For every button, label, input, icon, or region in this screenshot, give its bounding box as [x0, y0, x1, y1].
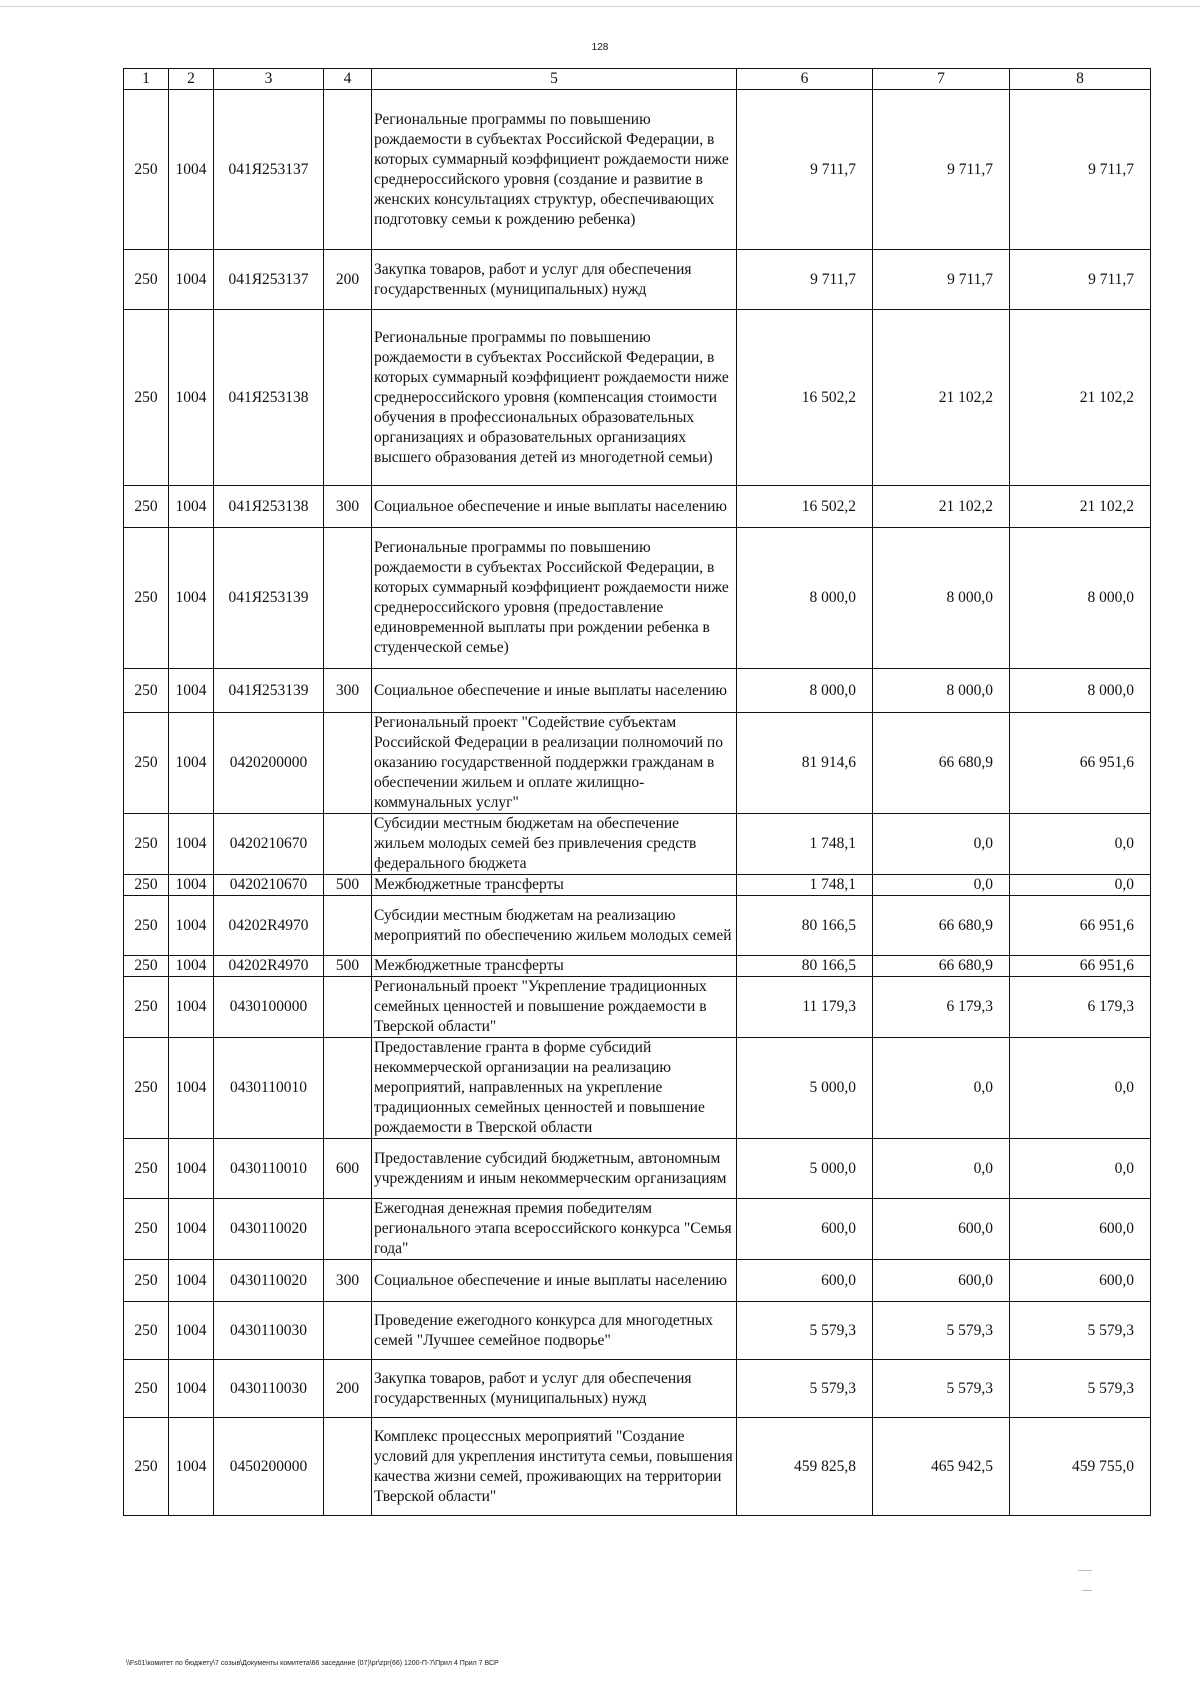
- table-cell: 0,0: [873, 1139, 1010, 1199]
- table-cell: 250: [124, 1418, 169, 1516]
- table-cell: 1004: [169, 1038, 214, 1139]
- table-cell: 600,0: [873, 1260, 1010, 1302]
- table-cell: 04202R4970: [214, 956, 324, 977]
- table-row: [124, 528, 1151, 669]
- column-header: 8: [1010, 69, 1151, 90]
- table-cell: 1004: [169, 1360, 214, 1418]
- table-row: [124, 1418, 1151, 1516]
- table-cell: Субсидии местным бюджетам на реализацию мероприятий по обеспечению жильем молодых семей: [372, 896, 737, 956]
- table-cell: 200: [324, 1360, 372, 1418]
- column-header: 7: [873, 69, 1010, 90]
- table-row: [124, 669, 1151, 713]
- table-cell: 250: [124, 669, 169, 713]
- table-cell: 0420210670: [214, 875, 324, 896]
- table-cell: 66 951,6: [1010, 956, 1151, 977]
- table-cell: 0,0: [1010, 1038, 1151, 1139]
- table-cell: 250: [124, 713, 169, 814]
- table-row: [124, 1038, 1151, 1139]
- table-cell: Социальное обеспечение и иные выплаты населению: [372, 486, 737, 528]
- table-cell: 500: [324, 956, 372, 977]
- footer-file-path: \\Fs01\комитет по бюджету\7 созыв\Документы комитета\66 заседание (07)\pr\zpr(66) 1200-П-7\Прил 4 Прил 7 ВСР: [126, 1660, 499, 1667]
- table-cell: 80 166,5: [737, 956, 873, 977]
- table-cell: 250: [124, 486, 169, 528]
- table-cell: 250: [124, 977, 169, 1038]
- table-cell: 041Я253139: [214, 528, 324, 669]
- column-header: 1: [124, 69, 169, 90]
- table-cell: 9 711,7: [873, 250, 1010, 310]
- budget-table: [123, 68, 1151, 1516]
- table-cell: 250: [124, 310, 169, 486]
- page-number: 128: [591, 42, 609, 53]
- column-header: 3: [214, 69, 324, 90]
- table-cell: 1004: [169, 528, 214, 669]
- table-cell: 0430110030: [214, 1302, 324, 1360]
- table-cell: 66 680,9: [873, 956, 1010, 977]
- table-cell: 66 951,6: [1010, 896, 1151, 956]
- table-cell: 04202R4970: [214, 896, 324, 956]
- table-cell: 6 179,3: [1010, 977, 1151, 1038]
- table-row: [124, 814, 1151, 875]
- table-row: [124, 250, 1151, 310]
- table-cell: 21 102,2: [873, 486, 1010, 528]
- table-cell: Региональные программы по повышению рождаемости в субъектах Российской Федерации, в которых суммарный коэффициент рождаемости ниже среднероссийского уровня (предоставление единовременной выплаты при рождении ребенка в студенческой семье): [372, 528, 737, 669]
- table-cell: 0430110020: [214, 1260, 324, 1302]
- table-cell: 66 680,9: [873, 896, 1010, 956]
- table-cell: 0420210670: [214, 814, 324, 875]
- table-cell: Закупка товаров, работ и услуг для обеспечения государственных (муниципальных) нужд: [372, 1360, 737, 1418]
- table-cell: 250: [124, 250, 169, 310]
- table-cell: 300: [324, 1260, 372, 1302]
- table-cell: 1004: [169, 977, 214, 1038]
- table-cell: 66 680,9: [873, 713, 1010, 814]
- table-cell: 1 748,1: [737, 875, 873, 896]
- table-header-row: [124, 69, 1151, 90]
- table-cell: 459 825,8: [737, 1418, 873, 1516]
- table-cell: 0450200000: [214, 1418, 324, 1516]
- table-cell: [324, 90, 372, 250]
- table-cell: 1004: [169, 1199, 214, 1260]
- table-cell: 8 000,0: [1010, 528, 1151, 669]
- table-cell: 8 000,0: [1010, 669, 1151, 713]
- table-cell: Предоставление субсидий бюджетным, автономным учреждениям и иным некоммерческим организациям: [372, 1139, 737, 1199]
- column-header: 2: [169, 69, 214, 90]
- table-cell: [324, 977, 372, 1038]
- table-cell: 5 000,0: [737, 1038, 873, 1139]
- table-cell: 250: [124, 956, 169, 977]
- table-cell: 1004: [169, 1418, 214, 1516]
- table-row: [124, 1199, 1151, 1260]
- table-cell: Ежегодная денежная премия победителям регионального этапа всероссийского конкурса "Семья года": [372, 1199, 737, 1260]
- table-cell: 1004: [169, 310, 214, 486]
- table-cell: Региональные программы по повышению рождаемости в субъектах Российской Федерации, в которых суммарный коэффициент рождаемости ниже среднероссийского уровня (компенсация стоимости обучения в профессиональных образовательных организациях и образовательных организациях высшего образования детей из многодетной семьи): [372, 310, 737, 486]
- table-cell: 9 711,7: [737, 90, 873, 250]
- table-cell: 1004: [169, 1260, 214, 1302]
- table-row: [124, 875, 1151, 896]
- table-cell: 0,0: [1010, 875, 1151, 896]
- table-body: [124, 69, 1151, 1516]
- table-cell: 250: [124, 1199, 169, 1260]
- table-cell: 0,0: [873, 814, 1010, 875]
- table-cell: 250: [124, 814, 169, 875]
- table-cell: 041Я253137: [214, 90, 324, 250]
- scan-speck: [1078, 1570, 1092, 1571]
- table-row: [124, 956, 1151, 977]
- table-cell: [324, 528, 372, 669]
- table-row: [124, 977, 1151, 1038]
- table-cell: 465 942,5: [873, 1418, 1010, 1516]
- table-cell: 5 579,3: [1010, 1302, 1151, 1360]
- table-cell: 1004: [169, 875, 214, 896]
- table-cell: Комплекс процессных мероприятий "Создание условий для укрепления института семьи, повышения качества жизни семей, проживающих на территории Тверской области": [372, 1418, 737, 1516]
- table-cell: 600,0: [1010, 1199, 1151, 1260]
- table-cell: 1004: [169, 486, 214, 528]
- table-cell: 21 102,2: [1010, 486, 1151, 528]
- table-cell: 9 711,7: [1010, 250, 1151, 310]
- table-cell: 0,0: [1010, 1139, 1151, 1199]
- table-row: [124, 713, 1151, 814]
- table-cell: Межбюджетные трансферты: [372, 956, 737, 977]
- table-cell: 5 579,3: [737, 1360, 873, 1418]
- table-cell: [324, 1038, 372, 1139]
- table-cell: 8 000,0: [737, 528, 873, 669]
- table-row: [124, 486, 1151, 528]
- table-cell: 0430110010: [214, 1038, 324, 1139]
- table-cell: 81 914,6: [737, 713, 873, 814]
- table-cell: 600,0: [737, 1260, 873, 1302]
- table-cell: 8 000,0: [873, 528, 1010, 669]
- table-cell: 1004: [169, 896, 214, 956]
- table-cell: [324, 1199, 372, 1260]
- table-cell: 500: [324, 875, 372, 896]
- table-cell: 8 000,0: [873, 669, 1010, 713]
- table-cell: Закупка товаров, работ и услуг для обеспечения государственных (муниципальных) нужд: [372, 250, 737, 310]
- table-cell: 5 000,0: [737, 1139, 873, 1199]
- table-cell: 1004: [169, 669, 214, 713]
- table-cell: 250: [124, 1139, 169, 1199]
- table-cell: 250: [124, 896, 169, 956]
- table-cell: 250: [124, 1360, 169, 1418]
- table-cell: [324, 713, 372, 814]
- table-cell: 5 579,3: [1010, 1360, 1151, 1418]
- scan-speck: [1082, 1590, 1092, 1591]
- table-cell: 1004: [169, 713, 214, 814]
- table-cell: 5 579,3: [873, 1360, 1010, 1418]
- table-cell: 6 179,3: [873, 977, 1010, 1038]
- table-row: [124, 90, 1151, 250]
- table-cell: 1004: [169, 90, 214, 250]
- table-cell: 600,0: [737, 1199, 873, 1260]
- table-cell: Межбюджетные трансферты: [372, 875, 737, 896]
- table-cell: 1004: [169, 1139, 214, 1199]
- table-cell: 459 755,0: [1010, 1418, 1151, 1516]
- table-cell: 5 579,3: [873, 1302, 1010, 1360]
- table-cell: 0430110010: [214, 1139, 324, 1199]
- table-cell: 0430110020: [214, 1199, 324, 1260]
- table-row: [124, 1302, 1151, 1360]
- table-cell: 5 579,3: [737, 1302, 873, 1360]
- table-cell: 250: [124, 1038, 169, 1139]
- table-cell: 250: [124, 1302, 169, 1360]
- table-row: [124, 896, 1151, 956]
- table-cell: 250: [124, 90, 169, 250]
- table-cell: 21 102,2: [873, 310, 1010, 486]
- table-cell: 21 102,2: [1010, 310, 1151, 486]
- table-cell: 1004: [169, 956, 214, 977]
- table-cell: [324, 896, 372, 956]
- table-row: [124, 1139, 1151, 1199]
- column-header: 6: [737, 69, 873, 90]
- table-row: [124, 1260, 1151, 1302]
- table-cell: 041Я253137: [214, 250, 324, 310]
- table-cell: Социальное обеспечение и иные выплаты населению: [372, 669, 737, 713]
- table-cell: [324, 1418, 372, 1516]
- table-cell: 1004: [169, 814, 214, 875]
- table-cell: [324, 1302, 372, 1360]
- table-cell: 9 711,7: [873, 90, 1010, 250]
- table-cell: 11 179,3: [737, 977, 873, 1038]
- table-cell: 0420200000: [214, 713, 324, 814]
- table-cell: Региональные программы по повышению рождаемости в субъектах Российской Федерации, в которых суммарный коэффициент рождаемости ниже среднероссийского уровня (создание и развитие в женских консультациях структур, обеспечивающих подготовку семьи к рождению ребенка): [372, 90, 737, 250]
- table-cell: 250: [124, 875, 169, 896]
- table-cell: Предоставление гранта в форме субсидий некоммерческой организации на реализацию мероприятий, направленных на укрепление традиционных семейных ценностей и повышение рождаемости в Тверской области: [372, 1038, 737, 1139]
- table-cell: 0,0: [1010, 814, 1151, 875]
- table-cell: Региональный проект "Укрепление традиционных семейных ценностей и повышение рождаемости в Тверской области": [372, 977, 737, 1038]
- table-cell: 0,0: [873, 1038, 1010, 1139]
- table-cell: 041Я253139: [214, 669, 324, 713]
- table-cell: 041Я253138: [214, 310, 324, 486]
- table-cell: [324, 310, 372, 486]
- table-cell: Региональный проект "Содействие субъектам Российской Федерации в реализации полномочий по оказанию государственной поддержки гражданам в обеспечении жильем и оплате жилищно-коммунальных услуг": [372, 713, 737, 814]
- table-cell: 600,0: [873, 1199, 1010, 1260]
- table-cell: 8 000,0: [737, 669, 873, 713]
- table-cell: 300: [324, 669, 372, 713]
- table-cell: [324, 814, 372, 875]
- table-cell: 600: [324, 1139, 372, 1199]
- table-cell: 80 166,5: [737, 896, 873, 956]
- column-header: 4: [324, 69, 372, 90]
- table-cell: Социальное обеспечение и иные выплаты населению: [372, 1260, 737, 1302]
- table-row: [124, 1360, 1151, 1418]
- table-cell: Субсидии местным бюджетам на обеспечение жильем молодых семей без привлечения средств федерального бюджета: [372, 814, 737, 875]
- table-cell: 300: [324, 486, 372, 528]
- table-cell: 66 951,6: [1010, 713, 1151, 814]
- table-cell: 9 711,7: [1010, 90, 1151, 250]
- table-row: [124, 310, 1151, 486]
- table-cell: 9 711,7: [737, 250, 873, 310]
- table-cell: 041Я253138: [214, 486, 324, 528]
- table-cell: 16 502,2: [737, 486, 873, 528]
- table-cell: 200: [324, 250, 372, 310]
- table-cell: Проведение ежегодного конкурса для многодетных семей "Лучшее семейное подворье": [372, 1302, 737, 1360]
- table-cell: 0430110030: [214, 1360, 324, 1418]
- column-header: 5: [372, 69, 737, 90]
- table-cell: 250: [124, 528, 169, 669]
- table-cell: 16 502,2: [737, 310, 873, 486]
- table-cell: 0,0: [873, 875, 1010, 896]
- scan-top-border: [0, 6, 1200, 7]
- table-cell: 250: [124, 1260, 169, 1302]
- table-cell: 0430100000: [214, 977, 324, 1038]
- table-cell: 1004: [169, 250, 214, 310]
- table-cell: 1004: [169, 1302, 214, 1360]
- table-cell: 1 748,1: [737, 814, 873, 875]
- table-cell: 600,0: [1010, 1260, 1151, 1302]
